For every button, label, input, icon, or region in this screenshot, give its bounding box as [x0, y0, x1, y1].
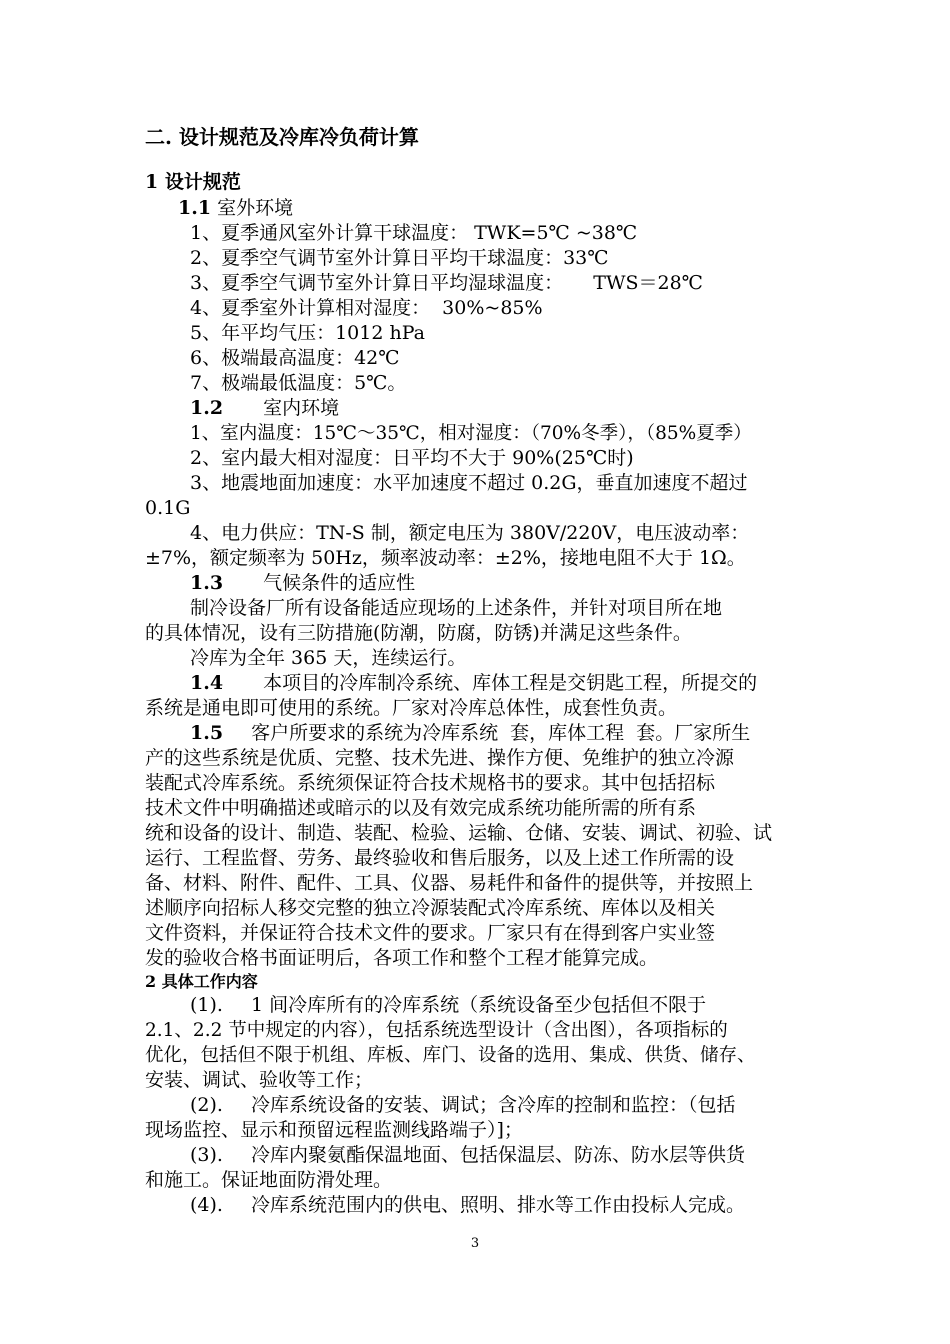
heading-1: 1 设计规范: [145, 171, 241, 193]
heading-1-1-number: 1.1: [178, 197, 212, 219]
climate-para-line-1: 制冷设备厂所有设备能适应现场的上述条件，并针对项目所在地: [190, 597, 723, 619]
section-title: 二. 设计规范及冷库冷负荷计算: [145, 125, 419, 149]
requirement-para-text: 客户所要求的系统为冷库系统 套，库体工程 套。厂家所生: [251, 722, 751, 744]
page-number: 3: [470, 1236, 480, 1251]
indoor-item-4-line-2: ±7%，额定频率为 50Hz，频率波动率：±2%，接地电阻不大于 1Ω。: [145, 547, 746, 569]
work-item-4-line-1: [190, 1193, 810, 1218]
work-item-3-text: 冷库内聚氨酯保温地面、包括保温层、防冻、防水层等供货: [251, 1144, 746, 1166]
work-item-1-line-2: 2.1、2.2 节中规定的内容），包括系统选型设计（含出图），各项指标的: [145, 1020, 728, 1041]
requirement-para-line-10: 发的验收合格书面证明后，各项工作和整个工程才能算完成。: [145, 947, 659, 969]
work-item-1-text: 1 间冷库所有的冷库系统（系统设备至少包括但不限于: [251, 994, 707, 1016]
outdoor-item-1: 1、夏季通风室外计算干球温度： TWK=5℃ ~38℃: [190, 222, 638, 244]
requirement-para-line-4: 技术文件中明确描述或暗示的以及有效完成系统功能所需的所有系: [145, 797, 697, 819]
heading-1-5-number: 1.5: [190, 722, 224, 744]
indoor-item-1: 1、室内温度：15℃～35℃，相对湿度：（70%冬季），（85%夏季）: [190, 423, 752, 444]
heading-1-3-number: 1.3: [190, 572, 224, 594]
work-item-3-line-2: 和施工。保证地面防滑处理。: [145, 1169, 393, 1191]
outdoor-item-4: 4、夏季室外计算相对湿度： 30%~85%: [190, 297, 543, 319]
indoor-item-3-line-1: 3、地震地面加速度：水平加速度不超过 0.2G，垂直加速度不超过: [190, 472, 748, 494]
indoor-item-3-line-2: 0.1G: [145, 497, 191, 519]
heading-1-2: [190, 396, 855, 421]
heading-1-1-title: 室外环境: [217, 197, 294, 219]
work-item-2-line-1: [190, 1093, 810, 1118]
work-item-4-number: (4).: [190, 1194, 223, 1216]
heading-1-2-number: 1.2: [190, 397, 224, 419]
heading-1-3-title: 气候条件的适应性: [263, 572, 416, 594]
work-item-1-line-1: [190, 993, 810, 1018]
turnkey-para-text: 本项目的冷库制冷系统、库体工程是交钥匙工程，所提交的: [263, 672, 758, 694]
work-item-2-number: (2).: [190, 1094, 223, 1116]
work-item-1-number: (1).: [190, 994, 223, 1016]
turnkey-para-line-1: [190, 671, 810, 696]
work-item-3-number: (3).: [190, 1144, 223, 1166]
requirement-para-line-2: 产的这些系统是优质、完整、技术先进、操作方便、免维护的独立冷源: [145, 747, 735, 769]
heading-2: 2 具体工作内容: [145, 972, 258, 991]
heading-1-2-title: 室内环境: [263, 397, 340, 419]
outdoor-item-5: 5、年平均气压：1012 hPa: [190, 322, 425, 344]
work-item-4-text: 冷库系统范围内的供电、照明、排水等工作由投标人完成。: [251, 1194, 746, 1216]
requirement-para-line-1: [190, 721, 810, 746]
work-item-1-line-4: 安装、调试、验收等工作；: [145, 1069, 374, 1091]
outdoor-item-3: 3、夏季空气调节室外计算日平均湿球温度： TWS＝28℃: [190, 272, 703, 294]
outdoor-item-2: 2、夏季空气调节室外计算日平均干球温度：33℃: [190, 247, 609, 269]
outdoor-item-6: 6、极端最高温度：42℃: [190, 347, 400, 369]
requirement-para-line-8: 述顺序向招标人移交完整的独立冷源装配式冷库系统、库体以及相关: [145, 897, 716, 919]
climate-para-line-2: 的具体情况，设有三防措施(防潮，防腐，防锈)并满足这些条件。: [145, 622, 692, 644]
operation-para: 冷库为全年 365 天，连续运行。: [190, 647, 467, 669]
indoor-item-2: 2、室内最大相对湿度：日平均不大于 90%(25℃时): [190, 447, 634, 469]
outdoor-item-7: 7、极端最低温度：5℃。: [190, 372, 407, 394]
work-item-3-line-1: [190, 1143, 810, 1168]
indoor-item-4-line-1: 4、电力供应：TN-S 制，额定电压为 380V/220V，电压波动率：: [190, 522, 750, 544]
heading-1-4-number: 1.4: [190, 672, 224, 694]
requirement-para-line-9: 文件资料，并保证符合技术文件的要求。厂家只有在得到客户实业签: [145, 922, 716, 944]
requirement-para-line-6: 运行、工程监督、劳务、最终验收和售后服务，以及上述工作所需的设: [145, 847, 735, 869]
work-item-2-text: 冷库系统设备的安装、调试；含冷库的控制和监控：（包括: [251, 1094, 736, 1116]
requirement-para-line-3: 装配式冷库系统。系统须保证符合技术规格书的要求。其中包括招标: [145, 772, 716, 794]
requirement-para-line-7: 备、材料、附件、配件、工具、仪器、易耗件和备件的提供等，并按照上: [145, 872, 754, 894]
requirement-para-line-5: 统和设备的设计、制造、装配、检验、运输、仓储、安装、调试、初验、试: [145, 822, 773, 844]
turnkey-para-line-2: 系统是通电即可使用的系统。厂家对冷库总体性，成套性负责。: [145, 697, 678, 719]
work-item-2-line-2: 现场监控、显示和预留远程监测线路端子）]；: [145, 1119, 523, 1141]
heading-1-1: [178, 196, 843, 221]
heading-1-3: [190, 571, 855, 596]
work-item-1-line-3: 优化，包括但不限于机组、库板、库门、设备的选用、集成、供货、储存、: [145, 1045, 756, 1066]
